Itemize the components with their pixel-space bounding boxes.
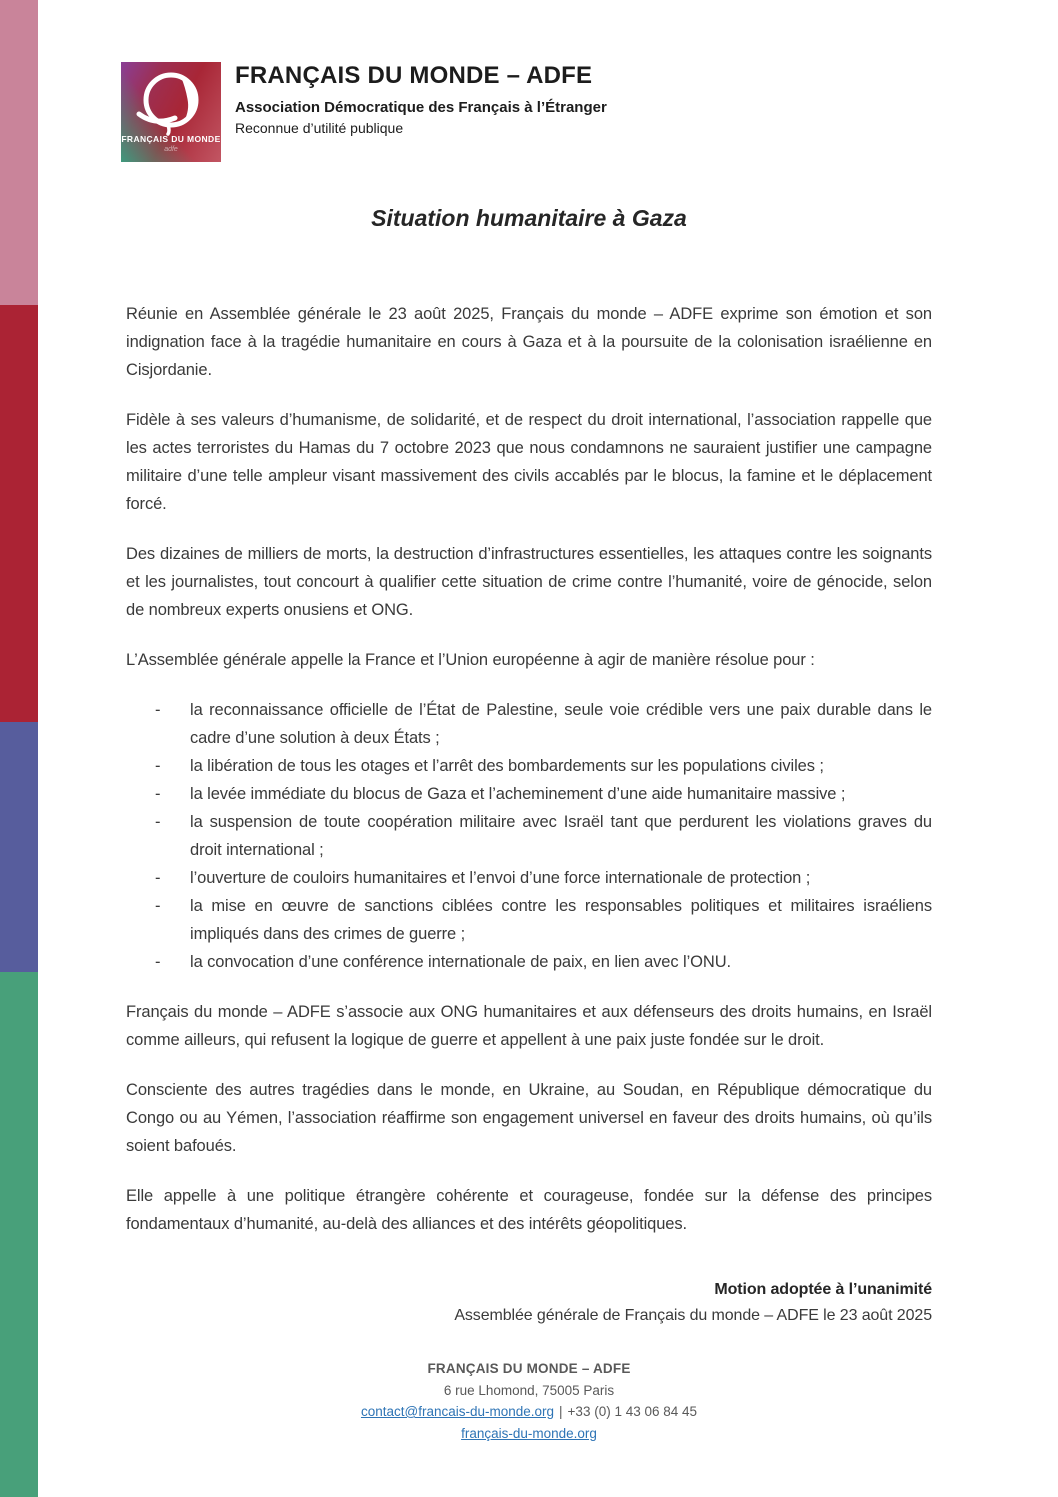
logo-wordmark: FRANÇAIS DU MONDE <box>121 134 221 144</box>
footer-phone: +33 (0) 1 43 06 84 45 <box>567 1404 698 1419</box>
footer-org-name: FRANÇAIS DU MONDE – ADFE <box>427 1361 631 1376</box>
stripe-segment-red <box>0 305 38 722</box>
logo-subtext: adfe <box>164 146 178 153</box>
footer-separator: | <box>559 1404 563 1419</box>
demand-item: - la libération de tous les otages et l’arrêt des bombardements sur les populations civiles ; <box>126 752 932 780</box>
adoption-detail: Assemblée générale de Français du monde – ADFE le 23 août 2025 <box>454 1307 932 1324</box>
page-title: Situation humanitaire à Gaza <box>371 205 687 231</box>
demand-item: - la reconnaissance officielle de l’État de Palestine, seule voie crédible vers une paix durable dans le cadre d’une solution à deux États ; <box>126 696 932 752</box>
demand-item: - la levée immédiate du blocus de Gaza et l’acheminement d’une aide humanitaire massive ; <box>126 780 932 808</box>
stripe-segment-blue <box>0 722 38 972</box>
body-paragraph: Des dizaines de milliers de morts, la destruction d’infrastructures essentielles, les attaques contre les soignants et les journalistes, tout concourt à qualifier cette situation de crime contre l’humanité, voire de génocide, selon de nombreux experts onusiens et ONG. <box>126 545 932 619</box>
body-paragraph: Français du monde – ADFE s’associe aux ONG humanitaires et aux défenseurs des droits humains, en Israël comme ailleurs, qui refusent la logique de guerre et appellent à une paix juste fondée sur le droit. <box>126 1003 932 1049</box>
org-status: Reconnue d’utilité publique <box>235 120 404 136</box>
demand-item: - l’ouverture de couloirs humanitaires et l’envoi d’une force internationale de protection ; <box>126 864 932 892</box>
adoption-title: Motion adoptée à l’unanimité <box>714 1281 932 1298</box>
body-paragraph: Consciente des autres tragédies dans le monde, en Ukraine, au Soudan, en République démocratique du Congo ou au Yémen, l’association réaffirme son engagement universel en faveur des droits humains, où qu’ils soient bafoués. <box>126 1081 932 1155</box>
body-paragraph: Réunie en Assemblée générale le 23 août 2025, Français du monde – ADFE exprime son émotion et son indignation face à la tragédie humanitaire en cours à Gaza et à la poursuite de la colonisation israélienne en Cisjordanie. <box>126 305 932 379</box>
website-link[interactable]: français-du-monde.org <box>461 1425 597 1441</box>
org-subtitle: Association Démocratique des Français à l’Étranger <box>235 99 607 116</box>
demand-item: - la mise en œuvre de sanctions ciblées contre les responsables politiques et militaires israéliens impliqués dans des crimes de guerre ; <box>126 892 932 948</box>
stripe-segment-green <box>0 972 38 1497</box>
body-paragraph: Elle appelle à une politique étrangère cohérente et courageuse, fondée sur la défense des principes fondamentaux d’humanité, au-delà des alliances et des intérêts géopolitiques. <box>126 1187 932 1233</box>
footer-contact-line <box>126 1401 932 1423</box>
left-color-stripe <box>0 0 38 1497</box>
demands-intro: L’Assemblée générale appelle la France et l’Union européenne à agir de manière résolue pour : <box>126 651 815 669</box>
document-body <box>126 300 932 1328</box>
body-paragraph: Fidèle à ses valeurs d’humanisme, de solidarité, et de respect du droit international, l’association rappelle que les actes terroristes du Hamas du 7 octobre 2023 que nous condamnons ne sauraient justifier une campagne militaire d’une telle ampleur visant massivement des civils accablés par le blocus, la famine et le déplacement forcé. <box>126 411 932 513</box>
association-logo <box>121 62 221 162</box>
demand-item: - la convocation d’une conférence internationale de paix, en lien avec l’ONU. <box>126 948 932 976</box>
adoption-note <box>126 1278 932 1328</box>
demands-list <box>126 696 932 976</box>
page-footer <box>126 1358 932 1444</box>
org-name: FRANÇAIS DU MONDE – ADFE <box>235 62 593 89</box>
demand-item: - la suspension de toute coopération militaire avec Israël tant que perdurent les violations graves du droit international ; <box>126 808 932 864</box>
letterhead <box>235 62 607 136</box>
email-link[interactable]: contact@francais-du-monde.org <box>360 1404 555 1419</box>
stripe-segment-pink <box>0 0 38 305</box>
footer-address: 6 rue Lhomond, 75005 Paris <box>443 1382 615 1398</box>
